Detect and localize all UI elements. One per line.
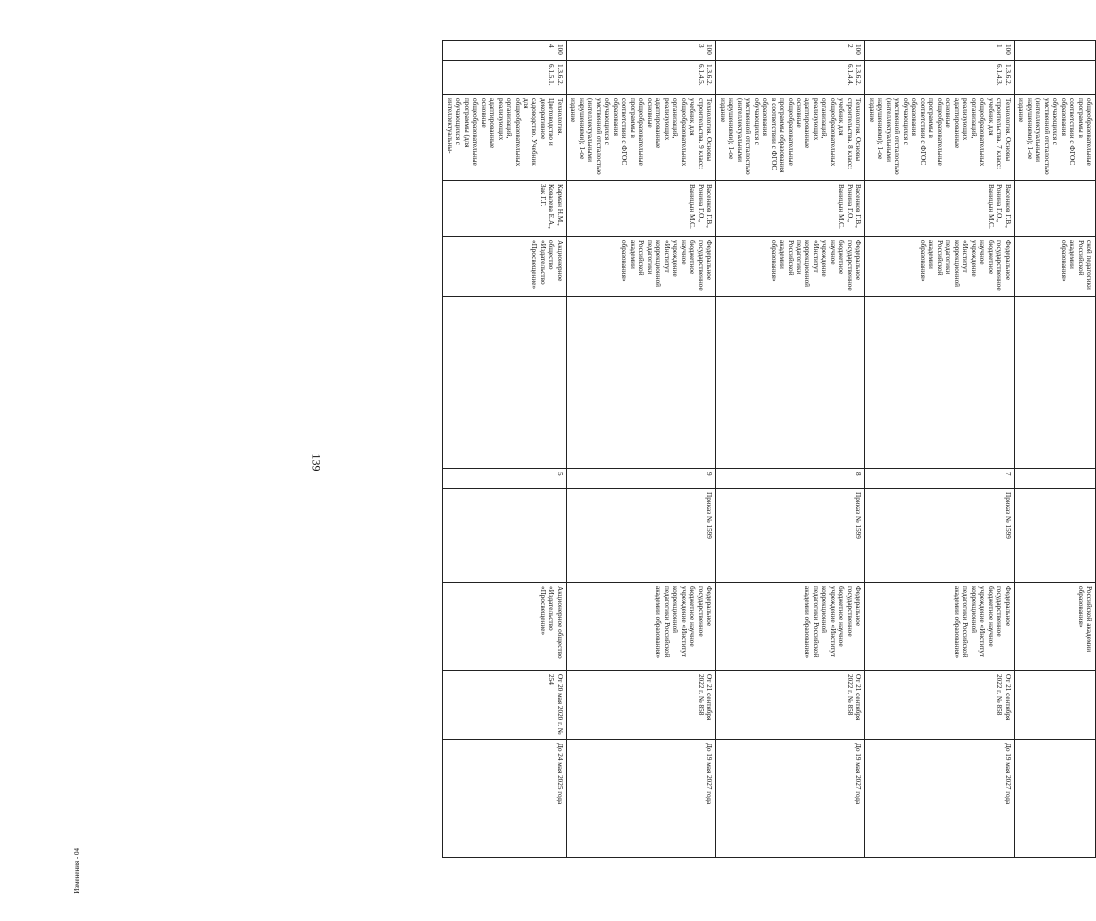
textbook-table-container — [445, 40, 1096, 857]
row-order-cell — [1014, 489, 1095, 583]
row-title-cell: Технология. Основы строительства. 9 класс: учебник для общеобразовательных организаций, реализующих адаптированные основные общеобразовательные программы в соответствии с ФГОС образования обучающихся с умственной отсталостью (интеллектуальными нарушениями); 1-ое издание — [566, 95, 715, 181]
row-order-cell: Приказ № 1599 — [865, 489, 1014, 583]
row-code-cell: 1.3.6.2. 6.1.4.3. — [865, 61, 1014, 95]
row-number-cell: 1001 — [865, 41, 1014, 61]
row-organization-cell: Федеральное государственное бюджетное научное учреждение «Институт коррекционной педагогики Российской академии образования» — [865, 583, 1014, 671]
row-authors-cell — [1014, 181, 1095, 237]
row-level-cell: 8 — [716, 469, 865, 489]
table-row — [443, 41, 567, 858]
row-code-cell: 1.3.6.2. 6.1.4.4. — [716, 61, 865, 95]
row-requisites-cell: От 21 сентября 2022 г. № 858 — [566, 671, 715, 740]
row-date-cell: До 19 мая 2027 года — [716, 740, 865, 858]
table-row — [566, 41, 715, 858]
row-title-cell: Технология. Основы строительства. 8 класс: учебник для общеобразовательных организаций, реализующих адаптированные основные общеобразовательные программы образования в соответствии с ФГОС образования обучающихся с умственной отсталостью (интеллектуальными нарушениями); 1-ое издание — [716, 95, 865, 181]
row-code-cell: 1.3.6.2. 6.1.4.5. — [566, 61, 715, 95]
row-date-cell — [1014, 740, 1095, 858]
row-organization-cell: Федеральное государственное бюджетное научное учреждение «Институт коррекционной педагогики Российской академии образования» — [716, 583, 865, 671]
row-empty-cell — [865, 297, 1014, 469]
row-requisites-cell: От 21 сентября 2022 г. № 858 — [865, 671, 1014, 740]
row-publisher-cell: Федеральное государственное бюджетное научное учреждение «Институт коррекционной педагогики Российской академии образования» — [865, 237, 1014, 297]
row-requisites-cell: От 21 сентября 2022 г. № 858 — [716, 671, 865, 740]
row-empty-cell — [1014, 297, 1095, 469]
row-level-cell — [1014, 469, 1095, 489]
row-date-cell: До 19 мая 2027 года — [865, 740, 1014, 858]
row-empty-cell — [566, 297, 715, 469]
row-code-cell: 1.3.6.2. 6.1.5.1. — [443, 61, 567, 95]
row-publisher-cell: Федеральное государственное бюджетное научное учреждение «Институт коррекционной педагогики Российской академии образования» — [566, 237, 715, 297]
table-body — [443, 41, 1096, 858]
row-code-cell — [1014, 61, 1095, 95]
row-number-cell: 1003 — [566, 41, 715, 61]
row-organization-cell: Российской академии образования» — [1014, 583, 1095, 671]
row-order-cell: Приказ № 1599 — [566, 489, 715, 583]
row-level-cell: 9 — [566, 469, 715, 489]
page-number: 139 — [309, 453, 324, 472]
table-row — [1014, 41, 1095, 858]
row-date-cell: До 19 мая 2027 года — [566, 740, 715, 858]
row-organization-cell: Акционерное общество «Издательство «Просвещение» — [443, 583, 567, 671]
row-empty-cell — [443, 297, 567, 469]
row-title-cell: общеобразовательные программы в соответствии с ФГОС образования обучающихся с умственной отсталостью (интеллектуальными нарушениями); 1-ое издание — [1014, 95, 1095, 181]
row-order-cell — [443, 489, 567, 583]
row-level-cell: 7 — [865, 469, 1014, 489]
row-requisites-cell — [1014, 671, 1095, 740]
row-authors-cell: Васенков Г.В., Ронина Г.О., Ваницын М.С. — [716, 181, 865, 237]
table-row — [865, 41, 1014, 858]
row-requisites-cell: От 20 мая 2020 г. № 254 — [443, 671, 567, 740]
row-empty-cell — [716, 297, 865, 469]
row-number-cell — [1014, 41, 1095, 61]
textbook-table — [442, 40, 1096, 858]
row-level-cell: 5 — [443, 469, 567, 489]
row-authors-cell: Васенков Г.В., Ронина Г.О., Ваницын М.С. — [566, 181, 715, 237]
row-date-cell: До 24 мая 2025 года — [443, 740, 567, 858]
row-number-cell: 1004 — [443, 41, 567, 61]
row-title-cell: Технология. Цветоводство и декоративное садоводство. Учебник для общеобразовательных организаций, реализующих адаптированные основные общеобразовательные программы (для обучающихся с интеллектуальны- — [443, 95, 567, 181]
row-publisher-cell: Федеральное государственное бюджетное научное учреждение «Институт коррекционной педагогики Российской академии образования» — [716, 237, 865, 297]
row-organization-cell: Федеральное государственное бюджетное научное учреждение «Институт коррекционной педагогики Российской академии образования» — [566, 583, 715, 671]
row-authors-cell: Карман Н.М., Ковалева Е.А., Зак Г.Г. — [443, 181, 567, 237]
row-publisher-cell: ской педагогики Российской академии образования» — [1014, 237, 1095, 297]
row-order-cell: Приказ № 1599 — [716, 489, 865, 583]
row-publisher-cell: Акционерное общество «Издательство «Просвещение» — [443, 237, 567, 297]
row-title-cell: Технология. Основы строительства. 7 класс: учебник для общеобразовательных организаций, реализующих адаптированные основные общеобразовательные программы в соответствии с ФГОС образования обучающихся с умственной отсталостью (интеллектуальными нарушениями); 1-ое издание — [865, 95, 1014, 181]
table-row — [716, 41, 865, 858]
row-number-cell: 1002 — [716, 41, 865, 61]
row-authors-cell: Васенков Г.В., Ронина Г.О., Ваницын М.С. — [865, 181, 1014, 237]
footer-note: Изменения - 04 — [73, 848, 81, 894]
